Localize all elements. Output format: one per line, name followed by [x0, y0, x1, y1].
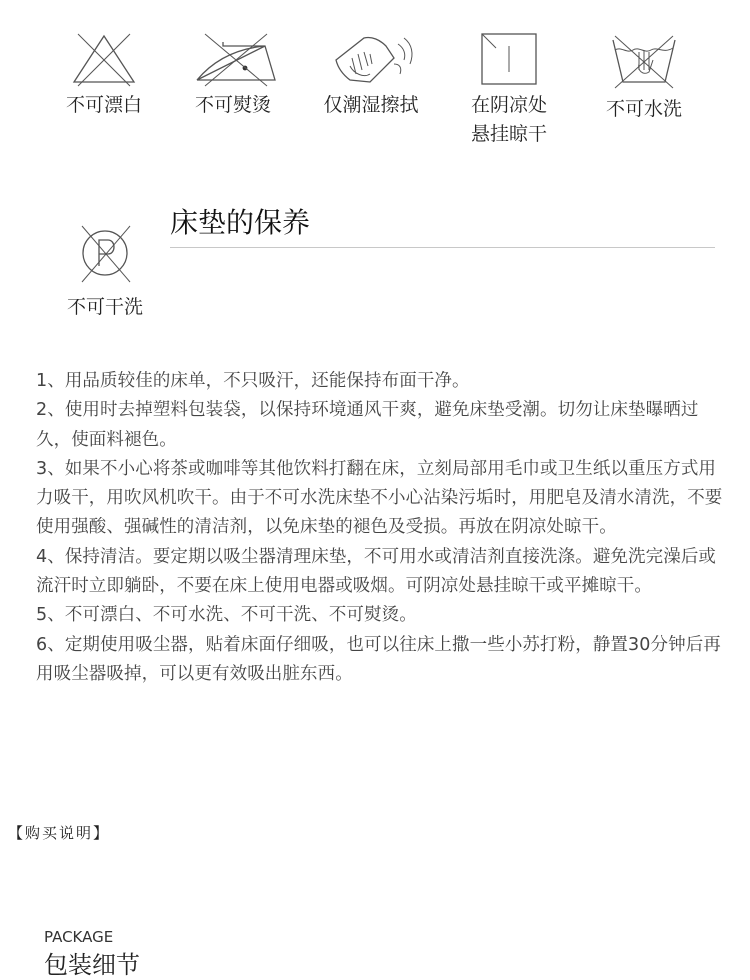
- no-bleach-icon: [64, 30, 144, 88]
- package-label: PACKAGE: [44, 928, 114, 946]
- care-label: 不可干洗: [66, 296, 143, 318]
- section-divider: [170, 247, 715, 248]
- care-label: 不可水洗: [605, 98, 682, 120]
- care-label: 悬挂晾干: [470, 123, 547, 145]
- care-instructions: [36, 367, 726, 689]
- instruction-item: 6、定期使用吸尘器，贴着床面仔细吸，也可以往床上撒一些小苏打粉，静置30分钟后再用吸尘器吸掉，可以更有效吸出脏东西。: [36, 634, 721, 684]
- no-iron-icon: [183, 30, 283, 88]
- care-label: 在阴凉处: [470, 94, 547, 116]
- care-label: 不可熨烫: [194, 94, 271, 116]
- instruction-item: 5、不可漂白、不可水洗、不可干洗、不可熨烫。: [36, 605, 417, 626]
- wipe-with-damp-cloth-icon: [316, 30, 426, 88]
- care-item-no-dry-clean: [50, 218, 160, 321]
- care-item-no-iron: [173, 30, 293, 119]
- dry-in-shade-icon: [474, 30, 544, 88]
- section-title: 床垫的保养: [170, 206, 311, 239]
- instruction-item: 2、使用时去掉塑料包装袋，以保持环境通风干爽，避免床垫受潮。切勿让床垫曝晒过久，使面料褪色。: [36, 400, 699, 450]
- no-wash-icon: [599, 30, 689, 92]
- care-item-wipe: [311, 30, 431, 119]
- instruction-item: 3、如果不小心将茶或咖啡等其他饮料打翻在床，立刻局部用毛巾或卫生纸以重压方式用力吸干，用吹风机吹干。由于不可水洗床垫不小心沾染污垢时，用肥皂及清水清洗，不要使用强酸、强碱性的清洁剂，以免床垫的褪色及受损。再放在阴凉处晾干。: [36, 458, 723, 538]
- care-label: 仅潮湿擦拭: [323, 94, 419, 116]
- instruction-item: 1、用品质较佳的床单，不只吸汗，还能保持布面干净。: [36, 371, 470, 391]
- no-dry-clean-icon: [70, 218, 140, 288]
- care-item-no-wash: [584, 30, 704, 123]
- care-label: 不可漂白: [65, 94, 142, 116]
- package-title: 包装细节: [44, 951, 140, 979]
- care-symbols-row: [0, 30, 750, 180]
- care-item-dry-shade: [449, 30, 569, 148]
- purchase-instructions-header: 【购买说明】: [8, 824, 111, 842]
- care-item-no-bleach: [44, 30, 164, 119]
- instruction-item: 4、保持清洁。要定期以吸尘器清理床垫，不可用水或清洁剂直接洗涤。避免洗完澡后或流汗时立即躺卧，不要在床上使用电器或吸烟。可阴凉处悬挂晾干或平摊晾干。: [36, 546, 717, 597]
